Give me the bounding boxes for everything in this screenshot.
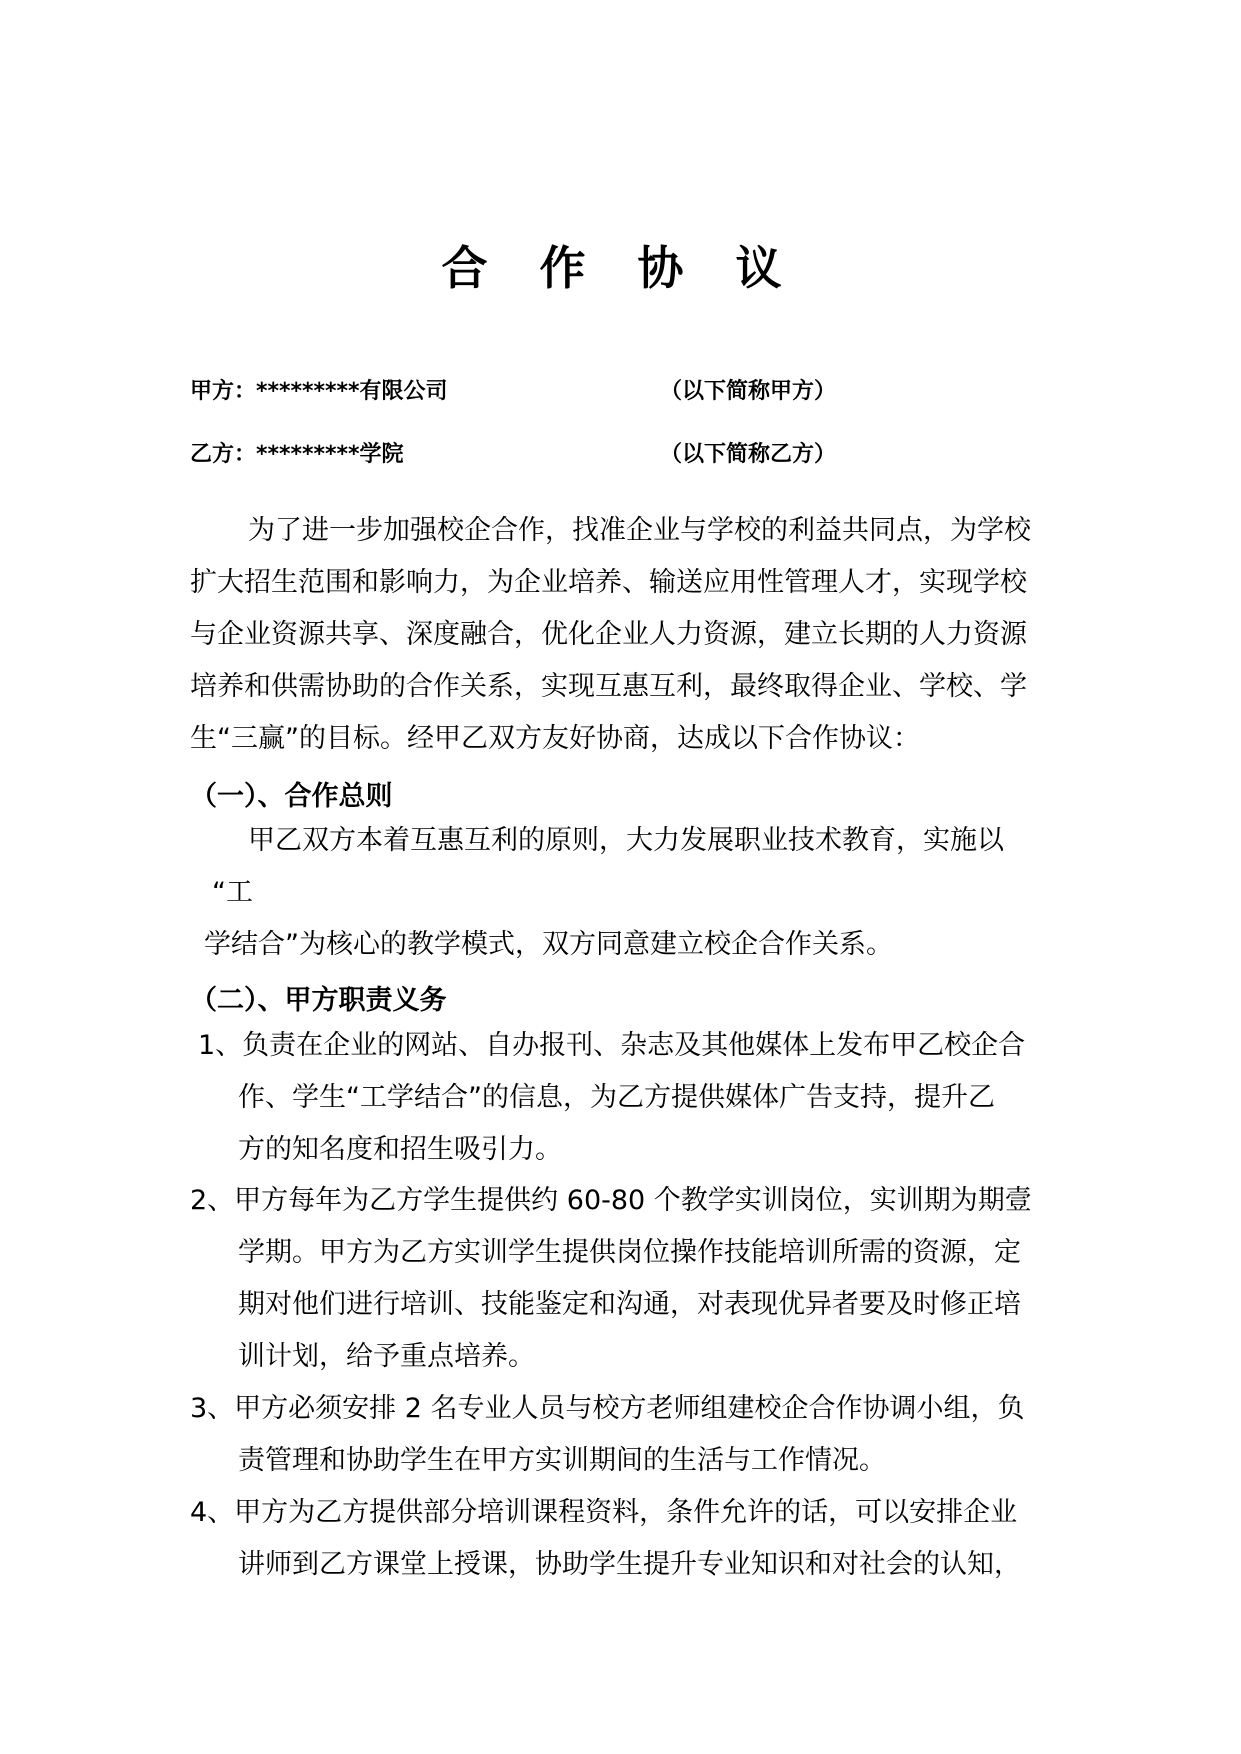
party-b-alias: （以下简称乙方） <box>660 442 837 467</box>
section-2-heading: （二）、甲方职责义务 <box>190 985 447 1016</box>
intro-line: 生“三赢”的目标。经甲乙双方友好协商，达成以下合作协议： <box>190 723 920 754</box>
party-a-name: 甲方：*********有限公司 <box>190 379 448 404</box>
duty-line: 学期。甲方为乙方实训学生提供岗位操作技能培训所需的资源，定 <box>238 1237 1021 1268</box>
party-b-name: 乙方：*********学院 <box>190 442 404 467</box>
intro-line: 培养和供需协助的合作关系，实现互惠互利，最终取得企业、学校、学 <box>190 671 1027 702</box>
duty-line: 期对他们进行培训、技能鉴定和沟通，对表现优异者要及时修正培 <box>238 1289 1021 1320</box>
duty-item-3 <box>190 1383 1090 1487</box>
party-a-alias: （以下简称甲方） <box>660 379 837 404</box>
duty-line: 方的知名度和招生吸引力。 <box>238 1134 562 1165</box>
section-1-line: 学结合”为核心的教学模式，双方同意建立校企合作关系。 <box>204 929 893 960</box>
duty-line: 4、甲方为乙方提供部分培训课程资料，条件允许的话，可以安排企业 <box>190 1497 1018 1528</box>
duty-item-1 <box>190 1020 1090 1176</box>
duty-line: 2、甲方每年为乙方学生提供约 60-80 个教学实训岗位，实训期为期壹 <box>190 1185 1032 1216</box>
duty-item-2 <box>190 1175 1090 1383</box>
section-1-heading: （一）、合作总则 <box>190 781 393 812</box>
document-title: 合 作 协 议 <box>441 241 800 295</box>
duty-line: 1、负责在企业的网站、自办报刊、杂志及其他媒体上发布甲乙校企合 <box>198 1030 1026 1061</box>
duty-line: 作、学生“工学结合”的信息，为乙方提供媒体广告支持，提升乙 <box>238 1082 995 1113</box>
duty-line: 责管理和协助学生在甲方实训期间的生活与工作情况。 <box>238 1445 886 1476</box>
section-1-paragraph <box>190 815 1090 971</box>
section-1-line: 甲乙双方本着互惠互利的原则，大力发展职业技术教育，实施以 <box>248 825 1004 856</box>
duty-line: 训计划，给予重点培养。 <box>238 1341 535 1372</box>
intro-paragraph <box>190 505 1090 765</box>
duty-line: 3、甲方必须安排 2 名专业人员与校方老师组建校企合作协调小组，负 <box>190 1393 1025 1424</box>
intro-line: 扩大招生范围和影响力，为企业培养、输送应用性管理人才，实现学校 <box>190 567 1027 598</box>
duty-line: 讲师到乙方课堂上授课，协助学生提升专业知识和对社会的认知， <box>238 1549 1021 1580</box>
duty-item-4 <box>190 1487 1090 1591</box>
intro-line: 与企业资源共享、深度融合，优化企业人力资源，建立长期的人力资源 <box>190 619 1027 650</box>
intro-line: 为了进一步加强校企合作，找准企业与学校的利益共同点，为学校 <box>248 515 1031 546</box>
section-1-line: “工 <box>212 877 253 908</box>
